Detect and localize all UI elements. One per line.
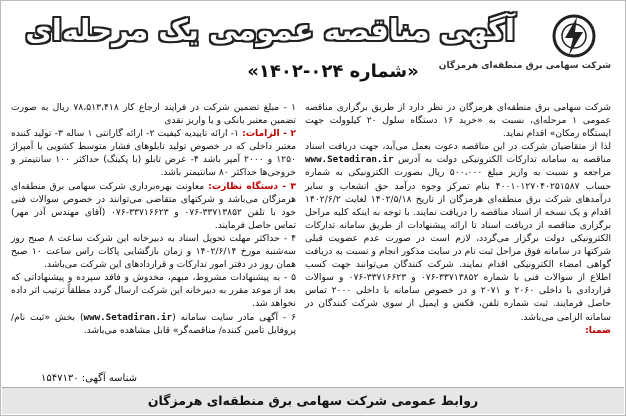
item-6: ۶ - آگهی مادر سایت سامانه (www.Setadiran.ir) بخش «ثبت نام/پروفایل تامین کننده/ مناقصه‌گر» قابل مشاهده می‌باشد. bbox=[11, 311, 297, 336]
invitation-text-a: لذا از متقاضیان شرکت در این مناقصه دعوت بعمل می‌آید، جهت دریافت اسناد مناقصه به سامانه تدارکات الکترونیکی دولت به آدرس bbox=[305, 141, 611, 166]
item-2 bbox=[11, 127, 296, 179]
website-link[interactable]: www.Setadiran.ir bbox=[305, 154, 394, 166]
item-6-text-a: ۶ - آگهی مادر سایت سامانه bbox=[180, 311, 297, 323]
company-logo bbox=[438, 13, 611, 71]
item-5: ۵ - به پیشنهادات مشروط، مبهم، مخدوش و فاقد سپرده و پیشنهاداتی که بعد از موعد مقرر به دبیرخانه این شرکت ارسال گردد مطلقاً ترتیب اثر داده نخواهد شد. bbox=[11, 272, 296, 310]
item-2-text: ۱- ارائه تاییدیه کیفیت ۲- ارائه گارانتی ۱ ساله ۳- تولید کننده معتبر داخلی که در خصوص تولید تابلوهای فشار متوسط کشویی با آمپراژ ۱۲۵۰ و ۲۰۰۰ آمپر باشد ۴- عرض تابلو (با پکینگ) حداکثر ۱۰۰ سانتیمتر و خروجی‌ها حداکثر ۸۰ سانتیمتر باشد. bbox=[11, 128, 296, 179]
item-6-website-link[interactable]: www.Setadiran.ir bbox=[83, 311, 173, 323]
invitation-paragraph bbox=[305, 140, 611, 323]
lightning-logo-icon bbox=[551, 13, 597, 59]
ad-number: شناسه آگهی: ۱۵۴۷۱۳۰ bbox=[41, 373, 138, 384]
item-3-label: ۳ - دستگاه نظارت: bbox=[208, 180, 297, 192]
item-2-label: ۲ - الزامات: bbox=[242, 128, 296, 140]
left-column bbox=[11, 101, 296, 369]
item-4: ۴ - حداکثر مهلت تحویل اسناد به دبیرخانه این شرکت ساعت ۸ صبح روز سه‌شنبه مورخ ۱۴۰۲/۶/۱۴ و زمان بازگشایی پاکات راس ساعت ۱۰ صبح همان روز در دفتر امور تدارکات و قراردادهای این شرکت می‌باشد. bbox=[11, 232, 297, 271]
right-column bbox=[305, 101, 611, 381]
intro-paragraph: شرکت سهامی برق منطقه‌ای هرمزگان در نظر دارد از طریق برگزاری مناقصه عمومی ۱ مرحله‌ای، نسبت به «خرید ۱۶ دستگاه سلول ۲۰ کیلوولت جهت ایستگاه رمکان» اقدام نماید. bbox=[305, 102, 612, 140]
item-6-text-b: بخش «ثبت نام/پروفایل تامین کننده/ مناقصه‌گر» قابل مشاهده می‌باشد. bbox=[11, 311, 296, 336]
item-3 bbox=[11, 180, 296, 232]
note-label: ضمنا: bbox=[585, 324, 611, 336]
invitation-text-b: مراجعه و نسبت به واریز مبلغ ۵۰۰،۰۰۰ ریال بصورت الکترونیکی به شماره حساب ۴۰۰۱۰۱۲۷۰۴۰۲۵۱۵۸۷ بنام تمرکز وجوه درآمد حق انشعاب و سایر درآمدهای شرکت برق منطقه‌ای هرمزگان از تاریخ ۱۴۰۲/۵/۱۸ لغایت ۱۴۰۲/۶/۲ اقدام و یک نسخه از اسناد مناقصه را دریافت نمایند. با توجه به اینکه کلیه مراحل برگزاری مناقصه از دریافت اسناد تا ارائه پیشنهادات از طریق سامانه تدارکات الکترونیکی دولت برگزار می‌گردد، لازم است در صورت عدم عضویت قبلی شرکتها در سامانه فوق مراحل ثبت نام در سایت مذکور انجام و نسبت به دریافت گواهی امضاء الکترونیکی اقدام نمایند. شرکت کنندگان می‌توانند جهت کسب اطلاع از سوالات فنی با شماره ۳۳۷۱۳۸۵۲-۰۷۶ و ۳۳۷۱۶۶۲۳-۰۷۶ و سوالات قراردادی با داخلی ۲۰۶۰ و ۲۰۷۱ و در خصوص سامانه با داخلی ۲۰۰۰ تماس حاصل فرمایند. ثبت شماره تلفن، فکس و ایمیل از سوی شرکت کنندگان در سامانه الزامی می‌باشد. bbox=[305, 167, 612, 323]
item-1 bbox=[11, 101, 296, 127]
logo-company-name: شرکت سهامی برق منطقه‌ای هرمزگان bbox=[438, 61, 611, 71]
item-1-label: ۱ - مبلغ تضمین شرکت در فرایند ارجاع کار bbox=[123, 102, 296, 113]
ad-title: آگهی مناقصه عمومی یک مرحله‌ای bbox=[25, 13, 515, 47]
item-3-text: معاونت بهره‌برداری شرکت سهامی برق منطقه‌ای هرمزگان می‌باشد و شرکتهای متقاضی می‌توانند در خصوص سوالات فنی خود با تلفن ۳۳۷۱۳۸۵۲-۰۷۶ و ۳۳۷۱۶۶۲۳-۰۷۶ (آقای مهندس آذر مهر) تماس حاصل فرمایند. bbox=[11, 180, 297, 231]
ad-subtitle: «شماره ۰۲۴-۱۴۰۲» bbox=[247, 61, 419, 82]
item-1-text: ۷۸،۵۱۳،۴۱۸ ریال به صورت تضمین معتبر بانکی و یا واریز نقدی bbox=[11, 102, 296, 127]
footer-public-relations: روابط عمومی شرکت سهامی برق منطقه‌ای هرمزگان bbox=[2, 387, 624, 414]
